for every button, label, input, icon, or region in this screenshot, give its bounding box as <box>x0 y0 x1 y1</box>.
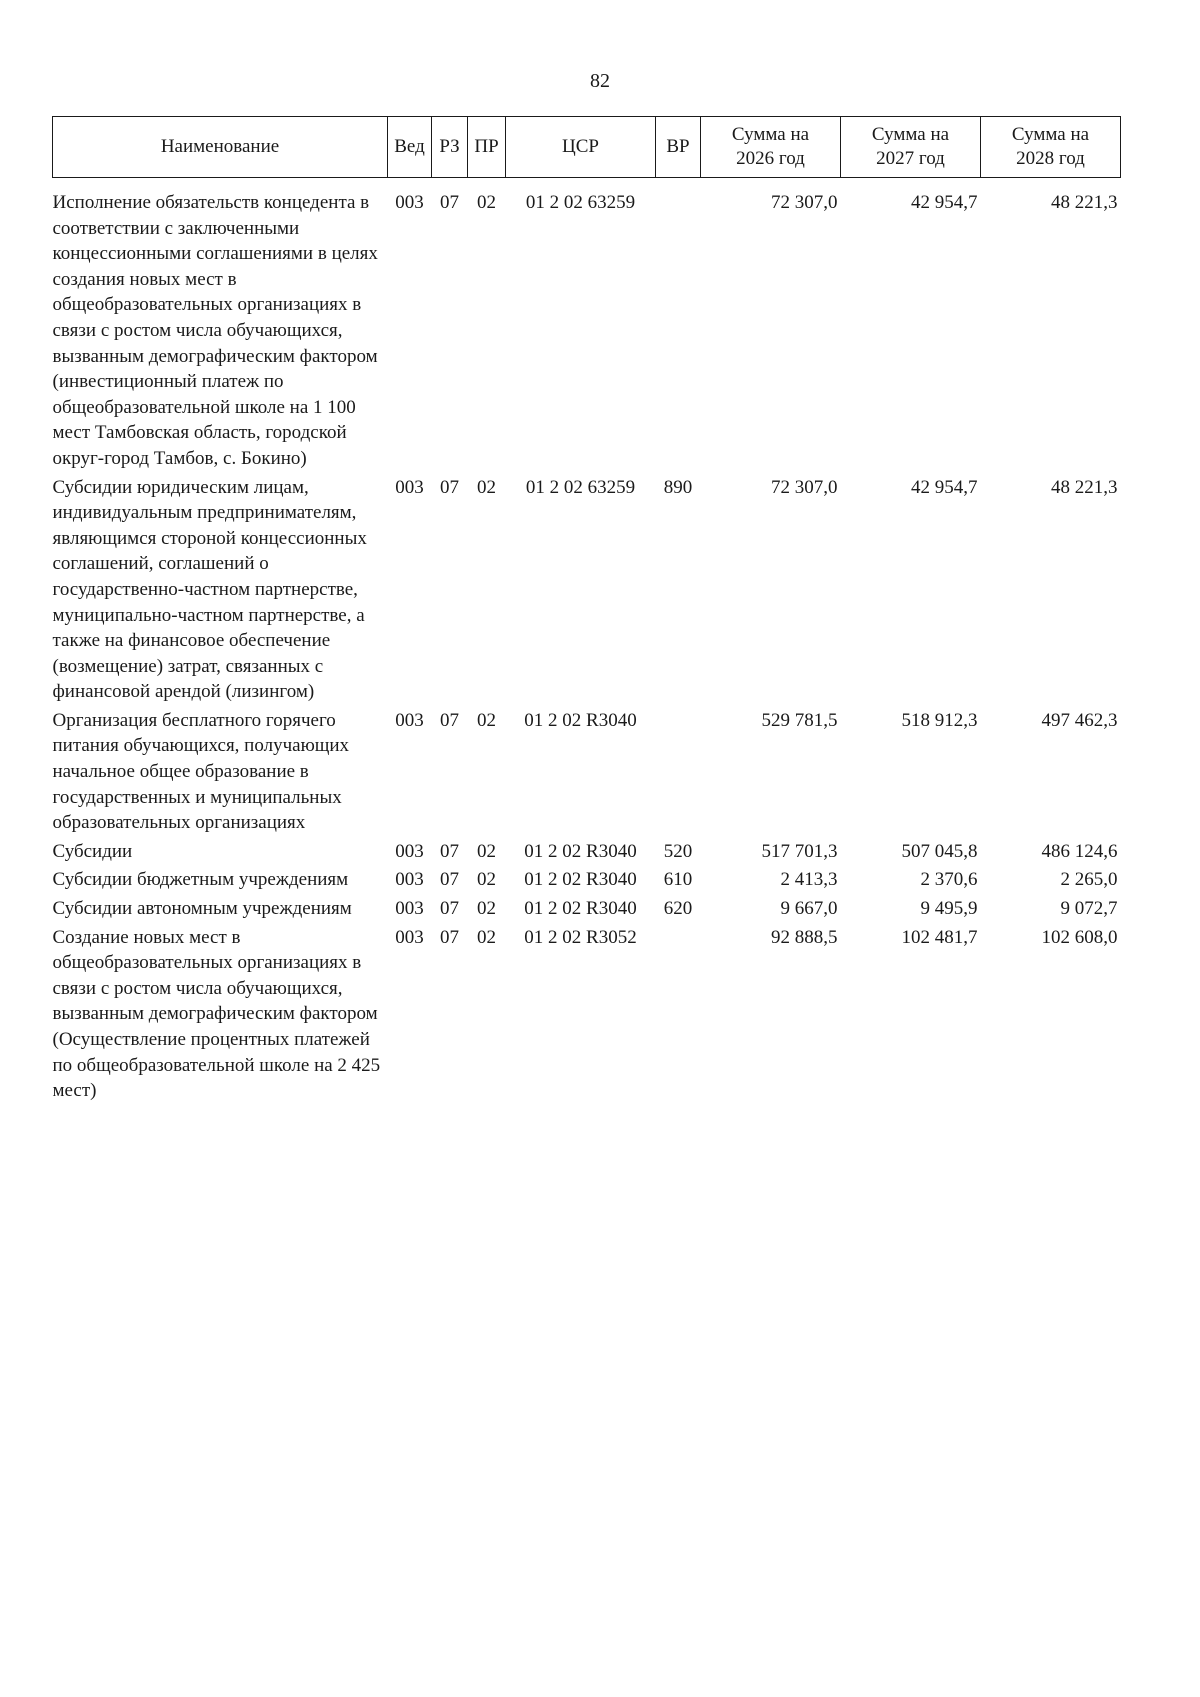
cell-sum-2026: 517 701,3 <box>761 840 838 862</box>
header-rz: РЗ <box>432 117 468 178</box>
table-row <box>53 178 1121 475</box>
header-sum-2027-line2: 2027 год <box>876 148 945 169</box>
cell-sum-2026: 72 307,0 <box>771 476 838 498</box>
header-sum-2027-line1: Сумма на <box>871 124 950 145</box>
cell-rz: 07 <box>440 192 459 213</box>
cell-rz: 07 <box>440 476 459 498</box>
header-sum-2028-line2: 2028 год <box>1016 148 1085 169</box>
cell-ved: 003 <box>395 709 424 731</box>
cell-vr: 520 <box>663 840 693 862</box>
cell-pr: 02 <box>477 709 496 731</box>
cell-sum-2028: 486 124,6 <box>1041 840 1118 862</box>
cell-rz: 07 <box>440 840 459 862</box>
cell-pr: 02 <box>477 898 496 920</box>
cell-sum-2028: 497 462,3 <box>1041 709 1118 731</box>
cell-rz: 07 <box>440 709 459 731</box>
cell-sum-2027: 102 481,7 <box>901 926 978 948</box>
cell-sum-2027: 518 912,3 <box>901 709 978 731</box>
cell-sum-2028: 48 221,3 <box>1051 476 1118 498</box>
cell-csr: 01 2 02 R3040 <box>524 869 637 891</box>
cell-ved: 003 <box>395 869 424 891</box>
header-sum-2026-line1: Сумма на <box>731 124 810 145</box>
cell-rz: 07 <box>440 926 459 948</box>
table-row <box>53 475 1121 708</box>
cell-rz: 07 <box>440 869 459 891</box>
table-row <box>53 839 1121 868</box>
cell-vr: 620 <box>663 898 693 920</box>
cell-vr: 610 <box>663 869 693 891</box>
cell-csr: 01 2 02 63259 <box>525 476 636 498</box>
cell-csr: 01 2 02 R3040 <box>524 898 637 920</box>
cell-ved: 003 <box>395 840 424 862</box>
cell-sum-2026: 9 667,0 <box>780 898 838 920</box>
cell-name: Исполнение обязательств концедента в соответствии с заключенными концессионными соглашениями в целях создания новых мест в общеобразовательных организациях в связи с ростом числа обучающихся, вызванным демографическим фактором (инвестиционный платеж по общеобразовательной школе на 1 100 мест Тамбовская область, городской округ-город Тамбов, с. Бокино) <box>52 192 378 469</box>
cell-csr: 01 2 02 R3052 <box>524 926 637 948</box>
cell-sum-2027: 42 954,7 <box>911 192 978 213</box>
cell-vr <box>656 708 701 839</box>
header-sum-2026-line2: 2026 год <box>736 148 805 169</box>
header-csr: ЦСР <box>506 117 656 178</box>
cell-sum-2026: 529 781,5 <box>761 709 838 731</box>
cell-ved: 003 <box>395 898 424 920</box>
cell-ved: 003 <box>395 926 424 948</box>
cell-csr: 01 2 02 R3040 <box>524 709 637 731</box>
cell-vr <box>656 178 701 475</box>
table-header <box>53 117 1121 178</box>
cell-name: Создание новых мест в общеобразовательных организациях в связи с ростом числа обучающихся, вызванным демографическим фактором (Осуществление процентных платежей по общеобразовательной школе на 2 425 мест) <box>52 926 381 1102</box>
cell-sum-2027: 9 495,9 <box>920 898 978 920</box>
cell-vr: 890 <box>663 476 693 498</box>
cell-csr: 01 2 02 63259 <box>525 192 636 213</box>
cell-pr: 02 <box>477 926 496 948</box>
cell-sum-2027: 507 045,8 <box>901 840 978 862</box>
cell-sum-2027: 2 370,6 <box>920 869 978 891</box>
header-name: Наименование <box>53 117 388 178</box>
header-sum-2027 <box>841 117 981 178</box>
header-ved: Вед <box>388 117 432 178</box>
header-vr: ВР <box>656 117 701 178</box>
header-sum-2028-line1: Сумма на <box>1011 124 1090 145</box>
cell-sum-2026: 72 307,0 <box>771 192 838 213</box>
cell-sum-2026: 2 413,3 <box>780 869 838 891</box>
cell-sum-2028: 9 072,7 <box>1060 898 1118 920</box>
cell-pr: 02 <box>477 476 496 498</box>
cell-sum-2027: 42 954,7 <box>911 476 978 498</box>
budget-table <box>52 116 1121 1107</box>
cell-name: Субсидии юридическим лицам, индивидуальным предпринимателям, являющимся стороной концессионных соглашений, соглашений о государственно-частном партнерстве, муниципально-частном партнерстве, а также на финансовое обеспечение (возмещение) затрат, связанных с финансовой арендой (лизингом) <box>52 476 367 703</box>
cell-pr: 02 <box>477 840 496 862</box>
cell-name: Субсидии автономным учреждениям <box>52 898 352 920</box>
cell-name: Субсидии <box>52 840 133 862</box>
table-row <box>53 708 1121 839</box>
cell-name: Субсидии бюджетным учреждениям <box>52 869 349 891</box>
page-number: 82 <box>590 70 610 92</box>
cell-pr: 02 <box>477 869 496 891</box>
header-pr: ПР <box>468 117 506 178</box>
cell-sum-2028: 48 221,3 <box>1051 192 1118 213</box>
cell-csr: 01 2 02 R3040 <box>524 840 637 862</box>
cell-sum-2028: 102 608,0 <box>1041 926 1118 948</box>
header-sum-2026 <box>701 117 841 178</box>
table-row <box>53 925 1121 1107</box>
table-row <box>53 867 1121 896</box>
cell-sum-2028: 2 265,0 <box>1060 869 1118 891</box>
cell-sum-2026: 92 888,5 <box>771 926 838 948</box>
table-body <box>53 178 1121 1107</box>
cell-vr <box>656 925 701 1107</box>
table-row <box>53 896 1121 925</box>
cell-pr: 02 <box>477 192 496 213</box>
cell-ved: 003 <box>395 476 424 498</box>
header-sum-2028 <box>981 117 1121 178</box>
cell-rz: 07 <box>440 898 459 920</box>
cell-name: Организация бесплатного горячего питания обучающихся, получающих начальное общее образование в государственных и муниципальных образовательных организациях <box>52 709 350 834</box>
cell-ved: 003 <box>395 192 424 213</box>
